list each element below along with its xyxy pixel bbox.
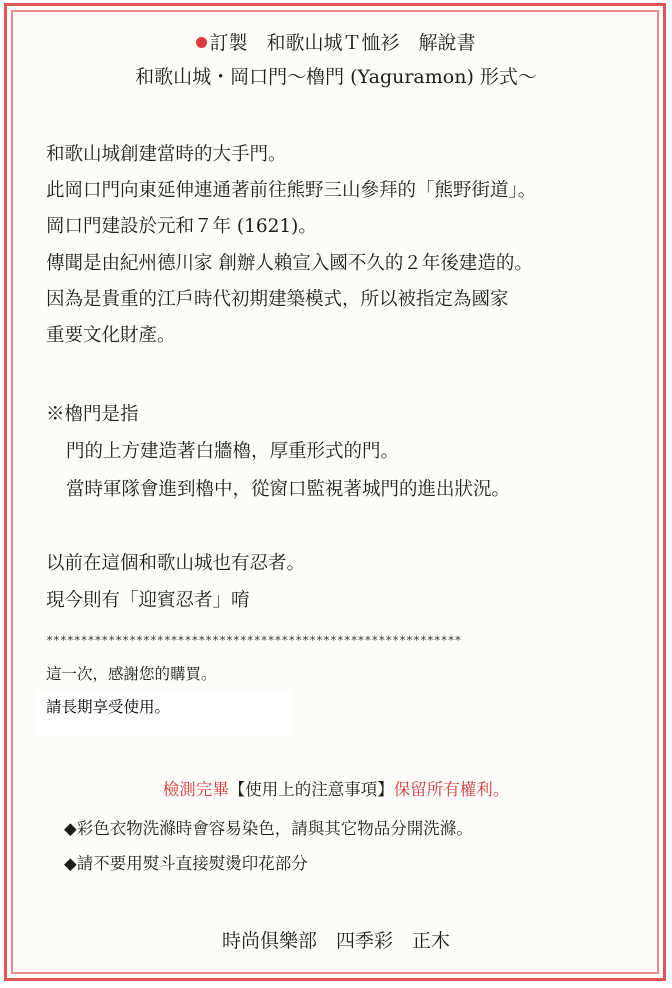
- note-title: ※櫓門是指: [46, 404, 139, 425]
- separator-line: ************************************************************: [46, 633, 462, 647]
- red-bullet-icon: [196, 37, 207, 48]
- notice-rights: 保留所有權利。: [393, 780, 510, 799]
- enjoy-text: 請長期享受使用。: [46, 698, 171, 716]
- body-line: 因為是貴重的江戶時代初期建築模式，所以被指定為國家: [46, 289, 509, 310]
- ninja-line: 以前在這個和歌山城也有忍者。: [46, 553, 306, 574]
- document-title: [0, 30, 672, 56]
- body-line: 重要文化財產。: [46, 325, 176, 346]
- notice-checked: 檢測完畢: [162, 780, 229, 799]
- ninja-line: 現今則有「迎賓忍者」唷: [46, 590, 250, 611]
- note-line: 門的上方建造著白牆櫓，厚重形式的門。: [66, 441, 400, 462]
- footer-signature: 時尚俱樂部 四季彩 正木: [221, 930, 450, 952]
- thanks-text: 這一次，感謝您的購買。: [46, 665, 217, 683]
- body-line: 岡口門建設於元和７年 (1621)。: [46, 216, 317, 237]
- body-line: 此岡口門向東延伸連通著前往熊野三山參拜的「熊野街道」。: [46, 180, 537, 201]
- body-line: 和歌山城創建當時的大手門。: [46, 144, 287, 165]
- note-line: 當時軍隊會進到櫓中，從窗口監視著城門的進出狀況。: [66, 479, 511, 500]
- notice-header: [0, 777, 672, 803]
- title-text: 訂製 和歌山城Ｔ恤衫 解說書: [209, 32, 476, 54]
- notice-title: 【使用上的注意事項】: [228, 780, 394, 799]
- document-subtitle: 和歌山城・岡口門～櫓門 (Yaguramon) 形式～: [135, 66, 537, 88]
- notice-item: ◆彩色衣物洗滌時會容易染色，請與其它物品分開洗滌。: [64, 819, 473, 838]
- notice-item: ◆請不要用熨斗直接熨燙印花部分: [64, 854, 308, 873]
- body-line: 傳聞是由紀州德川家 創辦人賴宣入國不久的２年後建造的。: [46, 253, 533, 274]
